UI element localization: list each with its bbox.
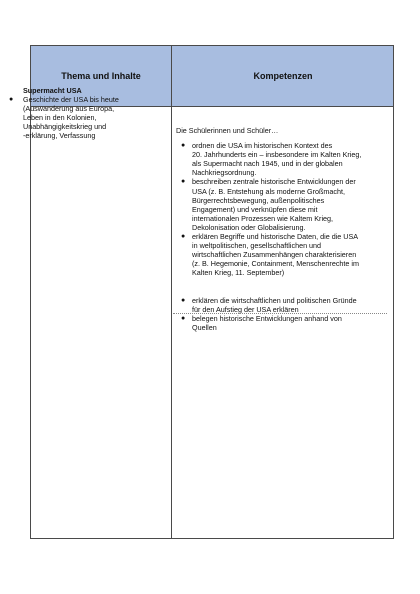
competence-list-1 xyxy=(176,141,390,277)
competence-text: belegen historische Entwicklungen anhand von Quellen xyxy=(192,313,342,332)
header-topic-content: Thema und Inhalte xyxy=(61,71,141,81)
topic-item-text: Geschichte der USA bis heute (Auswanderung aus Europa, Leben in den Kolonien, Unabhängigkeitskrieg und -erklärung, Verfassung xyxy=(23,95,119,141)
competence-item xyxy=(181,177,390,232)
dotted-separator xyxy=(173,313,387,314)
competence-item xyxy=(181,314,390,332)
bullet-icon: ● xyxy=(181,233,186,241)
competence-text: erklären Begriffe und historische Daten, die die USA in weltpolitischen, gesellschaftlichen und wirtschaftlichen Zusammenhängen charakterisieren (z. B. Hegemonie, Containment, Menschenrechte im Kalten Krieg, 11. September) xyxy=(192,232,359,278)
bullet-icon: ● xyxy=(181,296,186,304)
bullet-icon: ● xyxy=(9,96,14,104)
competence-text: beschreiben zentrale historische Entwicklungen der USA (z. B. Entstehung als moderne Großmacht, Bürgerrechtsbewegung, außenpolitisches Engagement) und verknüpfen diese mit internationalen Prozessen wie Kaltem Krieg, Dekolonisation oder Globalisierung. xyxy=(192,177,356,232)
topic-title: Supermacht USA xyxy=(23,86,82,95)
topic-cell xyxy=(9,86,135,141)
bullet-icon: ● xyxy=(181,314,186,322)
competence-item xyxy=(181,141,390,177)
competence-item xyxy=(181,232,390,277)
bullet-icon: ● xyxy=(181,142,186,150)
header-competences: Kompetenzen xyxy=(253,71,313,81)
bullet-icon: ● xyxy=(181,178,186,186)
competence-item xyxy=(181,296,390,314)
competence-text: erklären die wirtschaftlichen und politischen Gründe für den Aufstieg der USA erklären xyxy=(192,295,357,314)
competences-intro: Die Schülerinnen und Schüler… xyxy=(176,126,279,135)
column-divider xyxy=(171,46,172,538)
competences-cell xyxy=(176,126,390,332)
topic-item xyxy=(9,95,135,140)
competence-text: ordnen die USA im historischen Kontext des 20. Jahrhunderts ein – insbesondere im Kalten Krieg, als Supermacht nach 1945, und in der globalen Nachkriegsordnung. xyxy=(192,141,362,178)
